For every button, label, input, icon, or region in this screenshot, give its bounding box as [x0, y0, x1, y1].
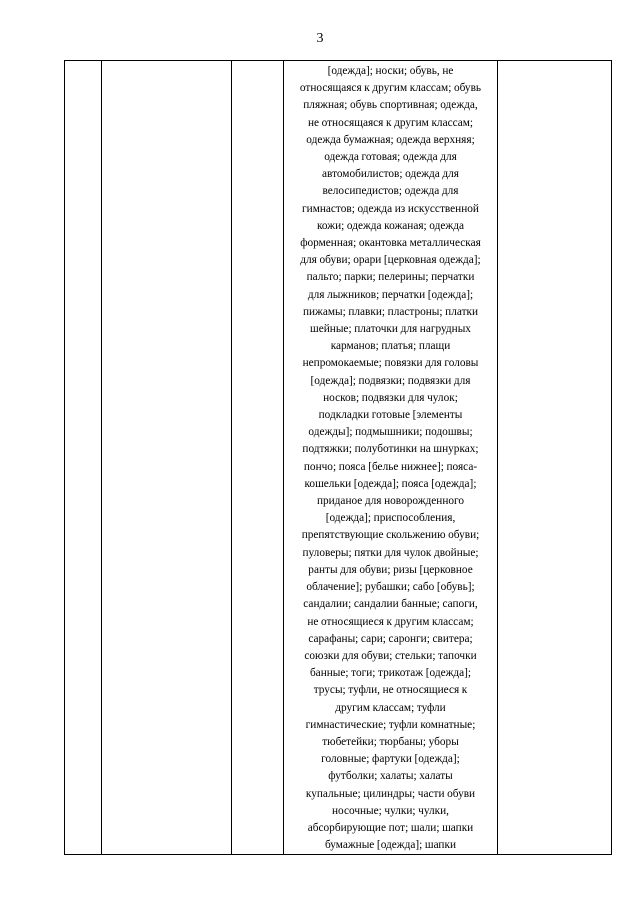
- goods-list-line: шейные; платочки для нагрудных: [310, 323, 471, 336]
- goods-list-line: карманов; платья; плащи: [330, 340, 451, 353]
- goods-list-line: [одежда]; подвязки; подвязки для: [310, 374, 471, 387]
- table-cell-2: [102, 61, 232, 855]
- page-number: 3: [316, 31, 324, 46]
- goods-list-line: пижамы; плавки; пластроны; платки: [302, 305, 479, 318]
- goods-list-line: купальные; цилиндры; части обуви: [305, 787, 476, 800]
- goods-list-cell: [284, 61, 498, 855]
- goods-list-line: союзки для обуви; стельки; тапочки: [304, 649, 477, 662]
- goods-list-line: носочные; чулки; чулки,: [331, 804, 450, 817]
- goods-list-line: одежда готовая; одежда для: [324, 151, 457, 164]
- goods-list-line: футболки; халаты; халаты: [328, 770, 453, 783]
- goods-list-line: носков; подвязки для чулок;: [323, 391, 458, 404]
- table-cell-3: [232, 61, 284, 855]
- goods-list-line: пуловеры; пятки для чулок двойные;: [302, 546, 479, 559]
- goods-list-line: кошельки [одежда]; пояса [одежда];: [304, 477, 477, 490]
- goods-list-line: [одежда]; носки; обувь, не: [327, 65, 454, 77]
- goods-list-line: не относящиеся к другим классам;: [307, 615, 474, 628]
- goods-list-line: не относящаяся к другим классам;: [307, 116, 474, 129]
- goods-list-line: приданое для новорожденного: [316, 495, 465, 508]
- goods-list-line: одежда бумажная; одежда верхняя;: [306, 133, 475, 146]
- goods-list-line: непромокаемые; повязки для головы: [302, 357, 479, 370]
- goods-list-line: для лыжников; перчатки [одежда];: [307, 288, 474, 301]
- goods-list-line: головные; фартуки [одежда];: [321, 753, 460, 766]
- document-table: [64, 60, 612, 855]
- goods-list-line: препятствующие скольжению обуви;: [301, 529, 480, 542]
- table-cell-5: [498, 61, 612, 855]
- goods-list-line: бумажные [одежда]; шапки: [324, 839, 457, 852]
- goods-list-line: абсорбирующие пот; шали; шапки: [307, 821, 474, 834]
- goods-list-line: автомобилистов; одежда для: [322, 168, 459, 181]
- goods-list-line: пончо; пояса [белье нижнее]; пояса-: [303, 460, 478, 473]
- goods-list-line: форменная; окантовка металлическая: [300, 237, 481, 250]
- table-cell-1: [65, 61, 102, 855]
- goods-list-line: гимнастические; туфли комнатные;: [305, 718, 476, 731]
- goods-list-line: велосипедистов; одежда для: [322, 185, 459, 198]
- goods-list-line: банные; тоги; трикотаж [одежда];: [309, 667, 472, 680]
- goods-list-line: сандалии; сандалии банные; сапоги,: [303, 598, 478, 611]
- goods-list-line: сарафаны; сари; саронги; свитера;: [308, 632, 473, 645]
- goods-list-line: облачение]; рубашки; сабо [обувь];: [306, 581, 475, 594]
- goods-list-line: для обуви; орари [церковная одежда];: [300, 254, 481, 267]
- goods-list-line: подтяжки; полуботинки на шнурках;: [302, 443, 479, 456]
- goods-list-line: пальто; парки; пелерины; перчатки: [306, 271, 475, 284]
- goods-list-line: кожи; одежда кожаная; одежда: [317, 219, 464, 232]
- table-row: [65, 61, 612, 855]
- goods-list-line: гимнастов; одежда из искусственной: [302, 202, 479, 215]
- goods-list-line: тюбетейки; тюрбаны; уборы: [322, 735, 459, 748]
- goods-list-line: одежды]; подмышники; подошвы;: [308, 426, 473, 439]
- goods-list-line: подкладки готовые [элементы: [318, 409, 463, 422]
- goods-list-text: [284, 61, 497, 854]
- goods-list-line: [одежда]; приспособления,: [325, 512, 456, 525]
- goods-list-line: трусы; туфли, не относящиеся к: [313, 684, 468, 697]
- goods-list-line: ранты для обуви; ризы [церковное: [308, 563, 473, 576]
- goods-list-line: пляжная; обувь спортивная; одежда,: [303, 99, 478, 112]
- goods-list-line: относящаяся к другим классам; обувь: [299, 82, 482, 95]
- goods-list-line: другим классам; туфли: [335, 701, 446, 714]
